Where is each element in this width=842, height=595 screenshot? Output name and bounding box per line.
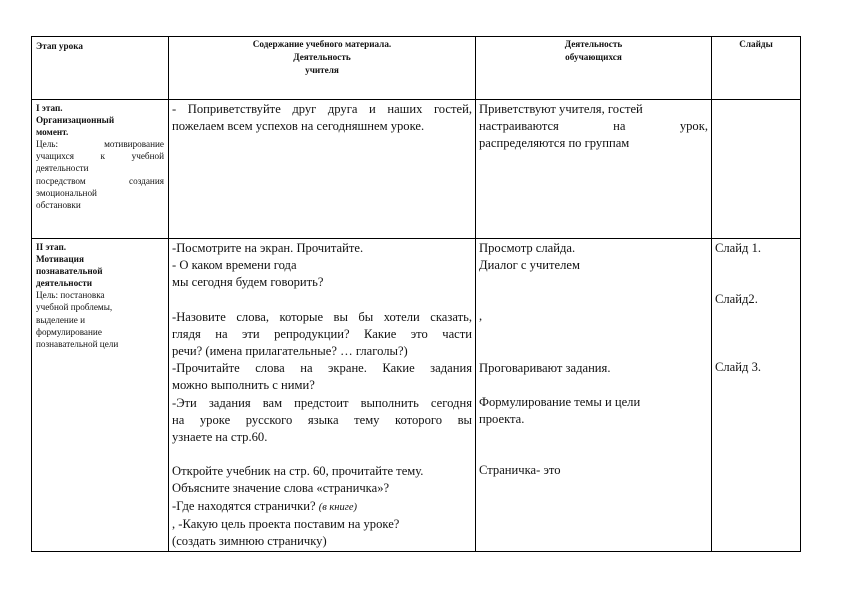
stage1-name: Организационный (36, 115, 115, 126)
stage1-goal: обстановки (36, 199, 81, 210)
stage2-teacher-text: -Эти задания вам предстоит выполнить сегодня (172, 395, 472, 410)
stage1-goal: учащихся к учебной (36, 151, 164, 162)
stage2-goal: познавательной цели (36, 338, 119, 349)
header-slides-label: Слайды (739, 39, 773, 49)
stage1-teacher-cell (169, 100, 476, 239)
stage2-goal: формулирование (36, 326, 102, 337)
stage1-cell (32, 100, 169, 239)
stage2-students-text: Диалог с учителем (479, 258, 580, 273)
stage2-cell (32, 239, 169, 552)
stage2-name: Мотивация (36, 254, 84, 265)
stage1-students-text: настраиваются на урок, (479, 119, 708, 134)
stage2-teacher-text: -Назовите слова, которые вы бы хотели сказать, (172, 309, 472, 324)
stage2-teacher-text: -Прочитайте слова на экране. Какие задания (172, 361, 472, 376)
header-students (476, 37, 712, 100)
stage2-name: деятельности (36, 278, 93, 289)
stage1-students-text: распределяются по группам (479, 136, 630, 151)
stage2-slides-cell (712, 239, 801, 552)
stage2-teacher-text: на уроке русского языка тему которого вы (172, 412, 472, 427)
stage1-teacher-text: - Поприветствуйте друг друга и наших гостей, (172, 102, 472, 116)
stage1-title: I этап. (36, 103, 63, 113)
stage2-goal: Цель: постановка (36, 290, 105, 301)
stage2-teacher-text: речи? (имена прилагательные? … глаголы?) (172, 344, 408, 359)
stage1-teacher-text: пожелаем всем успехов на сегодняшнем уроке. (172, 119, 425, 134)
table-row (32, 239, 801, 552)
stage2-students-text: , (479, 309, 483, 324)
stage2-goal: учебной проблемы, (36, 302, 113, 313)
header-students-line: Деятельность (564, 39, 623, 49)
stage1-goal: Цель: мотивирование (36, 139, 164, 150)
stage1-name: момент. (36, 127, 69, 138)
slide-label: Слайд2. (715, 292, 758, 307)
header-stage-label: Этап урока (36, 41, 83, 51)
stage1-students-cell (476, 100, 712, 239)
stage2-teacher-text: Откройте учебник на стр. 60, прочитайте тему. (172, 464, 424, 479)
stage2-teacher-text: можно выполнить с ними? (172, 378, 315, 393)
stage1-students-text: Приветствуют учителя, гостей (479, 102, 643, 116)
header-slides (712, 37, 801, 100)
stage2-students-cell (476, 239, 712, 552)
header-teacher (169, 37, 476, 100)
slide-label: Слайд 1. (715, 241, 762, 255)
stage2-name: познавательной (36, 266, 103, 277)
stage2-teacher-hint: (в книге) (318, 501, 358, 513)
stage2-teacher-text: мы сегодня будем говорить? (172, 275, 324, 290)
table-header-row (32, 37, 801, 100)
stage1-slides-cell (712, 100, 801, 239)
stage2-students-text: Формулирование темы и цели (479, 394, 641, 409)
stage2-teacher-text: узнаете на стр.60. (172, 430, 268, 445)
stage2-teacher-text: -Посмотрите на экран. Прочитайте. (172, 241, 364, 255)
stage2-teacher-text: , -Какую цель проекта поставим на уроке? (172, 516, 400, 531)
slide-label: Слайд 3. (715, 360, 762, 375)
stage2-students-text: Проговаривают задания. (479, 360, 611, 375)
header-stage (32, 37, 169, 100)
stage1-goal: эмоциональной (36, 187, 97, 198)
stage2-teacher-text: глядя на эти репродукции? Какие это части (172, 326, 472, 341)
stage2-teacher-text: Объясните значение слова «страничка»? (172, 481, 390, 496)
stage2-students-text: Страничка- это (479, 463, 561, 478)
stage1-goal: деятельности (36, 163, 89, 174)
stage2-students-text: проекта. (479, 412, 525, 427)
lesson-plan-table (31, 36, 801, 552)
stage2-teacher-text: - О каком времени года (172, 258, 297, 273)
stage2-teacher-text: -Где находятся странички? (172, 498, 316, 513)
header-teacher-line: учителя (305, 65, 339, 75)
table-row (32, 100, 801, 239)
stage2-teacher-line-with-hint (172, 498, 472, 516)
stage2-title: II этап. (36, 242, 67, 252)
header-teacher-line: Деятельность (293, 52, 351, 62)
stage1-goal: посредством создания (36, 175, 164, 186)
stage2-students-text: Просмотр слайда. (479, 241, 576, 255)
stage2-teacher-text: (создать зимнюю страничку) (172, 534, 327, 549)
header-teacher-line: Содержание учебного материала. (252, 39, 392, 49)
header-students-line: обучающихся (565, 52, 622, 62)
stage2-teacher-cell (169, 239, 476, 552)
stage2-goal: выделение и (36, 314, 86, 325)
